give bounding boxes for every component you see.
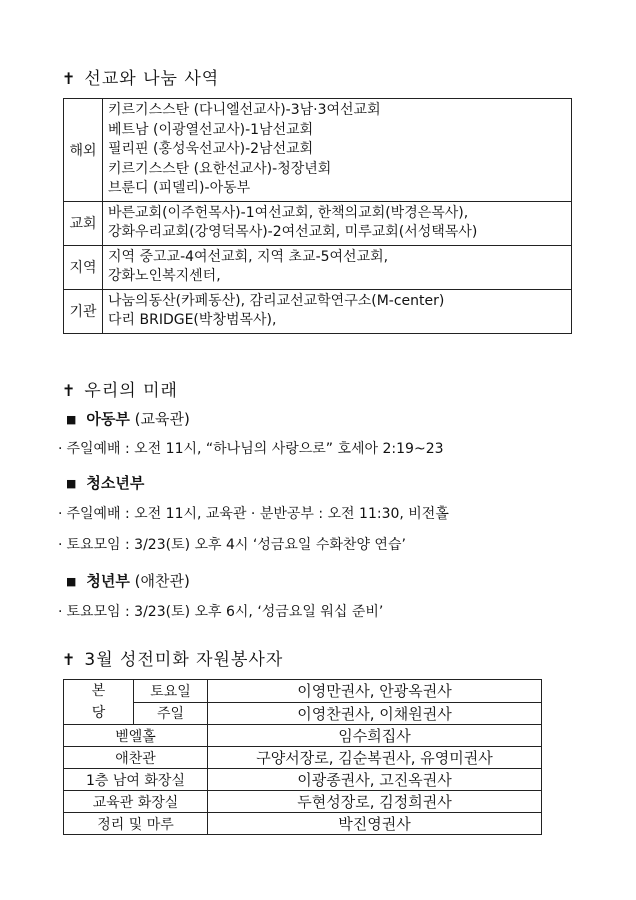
- volunteer-row: [64, 791, 542, 813]
- volunteer-place: 1층 남여 화장실: [64, 769, 208, 791]
- mission-details: 나눔의동산(카페동산), 감리교선교학연구소(M-center) 다리 BRIDGE(박창범목사),: [103, 289, 572, 333]
- mission-details: 바른교회(이주헌목사)-1여선교회, 한책의교회(박경은목사), 강화우리교회(강영덕목사)-2여선교회, 미루교회(서성택목사): [103, 201, 572, 245]
- cross-icon: ✝: [62, 650, 77, 669]
- volunteer-row: [64, 747, 542, 769]
- cross-icon: ✝: [62, 69, 77, 88]
- volunteer-row: [64, 813, 542, 835]
- volunteer-table: [63, 679, 542, 835]
- volunteer-names: 이광종권사, 고진옥권사: [208, 769, 542, 791]
- mission-row-region: [64, 245, 572, 289]
- mission-details: 지역 중고교-4여선교회, 지역 초교-5여선교회, 강화노인복지센터,: [103, 245, 572, 289]
- main-hall-cell: 본 당: [64, 680, 134, 725]
- cross-icon: ✝: [62, 381, 77, 400]
- volunteer-row: [64, 702, 542, 725]
- volunteer-row: [64, 725, 542, 747]
- square-bullet-icon: ■: [66, 477, 77, 490]
- square-bullet-icon: ■: [66, 413, 77, 426]
- mission-row-church: [64, 201, 572, 245]
- volunteer-place: 벧엘홀: [64, 725, 208, 747]
- middle-dot-icon: ·: [58, 537, 63, 553]
- volunteer-place: 주일: [134, 702, 208, 725]
- mission-row-overseas: [64, 99, 572, 202]
- volunteer-names: 임수희집사: [208, 725, 542, 747]
- mission-details: 키르기스스탄 (다니엘선교사)-3남·3여선교회 베트남 (이광열선교사)-1남선교회 필리핀 (홍성욱선교사)-2남선교회 키르기스스탄 (요한선교사)-청장년회 브룬디 (피델리)-아동부: [103, 99, 572, 202]
- volunteer-names: 이영만권사, 안광옥권사: [208, 680, 542, 703]
- volunteer-names: 두현성장로, 김정희권사: [208, 791, 542, 813]
- mission-category: 지역: [64, 245, 103, 289]
- volunteer-section-title: ✝ 3월 성전미화 자원봉사자: [62, 650, 284, 670]
- volunteer-names: 이영찬권사, 이채원권사: [208, 702, 542, 725]
- square-bullet-icon: ■: [66, 575, 77, 588]
- volunteer-place: 애찬관: [64, 747, 208, 769]
- mission-row-institution: [64, 289, 572, 333]
- mission-section-title: ✝ 선교와 나눔 사역: [62, 69, 220, 89]
- group-heading-youth: ■ 청소년부: [66, 474, 145, 492]
- group-heading-children: ■ 아동부 (교육관): [66, 410, 190, 428]
- middle-dot-icon: ·: [58, 441, 63, 457]
- mission-category: 해외: [64, 99, 103, 202]
- mission-category: 교회: [64, 201, 103, 245]
- mission-table: [63, 98, 572, 334]
- group-heading-young-adults: ■ 청년부 (애찬관): [66, 572, 190, 590]
- mission-category: 기관: [64, 289, 103, 333]
- volunteer-row: [64, 769, 542, 791]
- schedule-item: · 토요모임 : 3/23(토) 오후 6시, ‘성금요일 워십 준비’: [58, 604, 384, 620]
- schedule-item: · 토요모임 : 3/23(토) 오후 4시 ‘성금요일 수화찬양 연습’: [58, 537, 406, 553]
- volunteer-place: 교육관 화장실: [64, 791, 208, 813]
- volunteer-names: 박진영권사: [208, 813, 542, 835]
- middle-dot-icon: ·: [58, 506, 63, 522]
- volunteer-place: 토요일: [134, 680, 208, 703]
- schedule-item: · 주일예배 : 오전 11시, “하나님의 사랑으로” 호세아 2:19~23: [58, 441, 444, 457]
- volunteer-row: [64, 680, 542, 703]
- volunteer-place: 정리 및 마루: [64, 813, 208, 835]
- middle-dot-icon: ·: [58, 604, 63, 620]
- schedule-item: · 주일예배 : 오전 11시, 교육관 · 분반공부 : 오전 11:30, 비전홀: [58, 506, 449, 522]
- future-section-title: ✝ 우리의 미래: [62, 381, 178, 401]
- volunteer-names: 구양서장로, 김순복권사, 유영미권사: [208, 747, 542, 769]
